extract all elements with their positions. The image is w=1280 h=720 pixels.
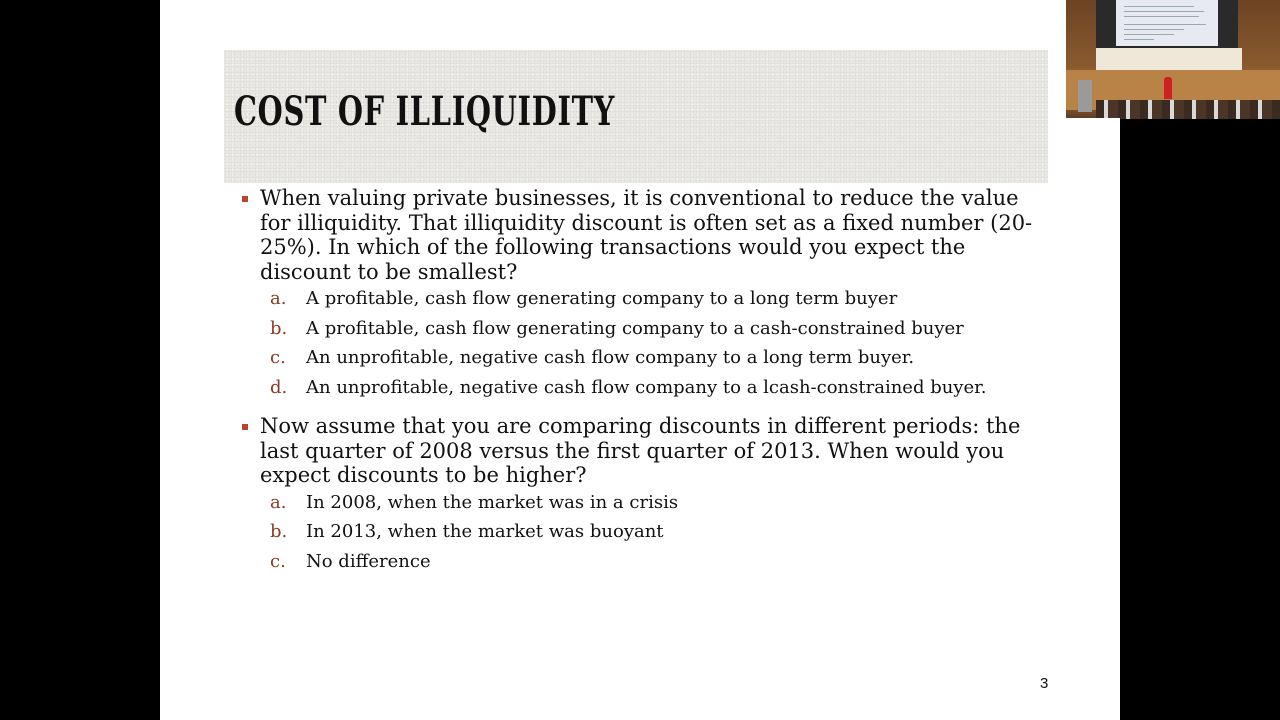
- projector-screen: [1096, 0, 1238, 48]
- question-2-text: Now assume that you are comparing discounts in different periods: the last quarter of 2008 versus the first quarter of 2013. When would you expect discounts to be higher?: [260, 414, 1021, 487]
- speaker-figure: [1164, 77, 1172, 99]
- option-text: A profitable, cash flow generating company to a cash-constrained buyer: [306, 317, 964, 339]
- slide-content: [240, 186, 1040, 580]
- option-item: [240, 288, 1040, 310]
- presentation-slide: [160, 0, 1120, 720]
- option-letter: b.: [270, 521, 288, 542]
- option-text: In 2008, when the market was in a crisis: [306, 491, 679, 513]
- option-item: [240, 318, 1040, 340]
- option-letter: c.: [270, 347, 286, 368]
- question-1: [240, 186, 1040, 284]
- option-letter: b.: [270, 317, 288, 339]
- title-band: [224, 50, 1048, 183]
- option-letter: c.: [270, 550, 286, 572]
- audience: [1096, 100, 1280, 119]
- option-letter: d.: [270, 376, 288, 398]
- option-text: In 2013, when the market was buoyant: [306, 521, 664, 542]
- option-item: [240, 492, 1040, 514]
- option-letter: a.: [270, 288, 287, 309]
- option-text: An unprofitable, negative cash flow company to a long term buyer.: [306, 347, 915, 368]
- slide-title: COST OF ILLIQUIDITY: [234, 88, 616, 135]
- page-number: 3: [1040, 675, 1049, 692]
- question-1-text: When valuing private businesses, it is conventional to reduce the value for illiquidity. That illiquidity discount is often set as a fixed number (20-25%). In which of the following transactions would you expect the discount to be smallest?: [260, 186, 1033, 284]
- option-item: [240, 347, 1040, 369]
- option-item: [240, 551, 1040, 573]
- option-item: [240, 521, 1040, 543]
- square-bullet-icon: [242, 196, 248, 202]
- question-1-options: [240, 288, 1040, 398]
- question-2: [240, 414, 1040, 488]
- square-bullet-icon: [242, 424, 248, 430]
- option-letter: a.: [270, 491, 287, 513]
- option-item: [240, 377, 1040, 399]
- option-text: No difference: [306, 550, 431, 572]
- option-text: A profitable, cash flow generating company to a long term buyer: [306, 288, 898, 309]
- webcam-inset: [1066, 0, 1280, 119]
- question-2-options: [240, 492, 1040, 573]
- podium: [1078, 80, 1092, 112]
- option-text: An unprofitable, negative cash flow company to a lcash-constrained buyer.: [306, 376, 987, 398]
